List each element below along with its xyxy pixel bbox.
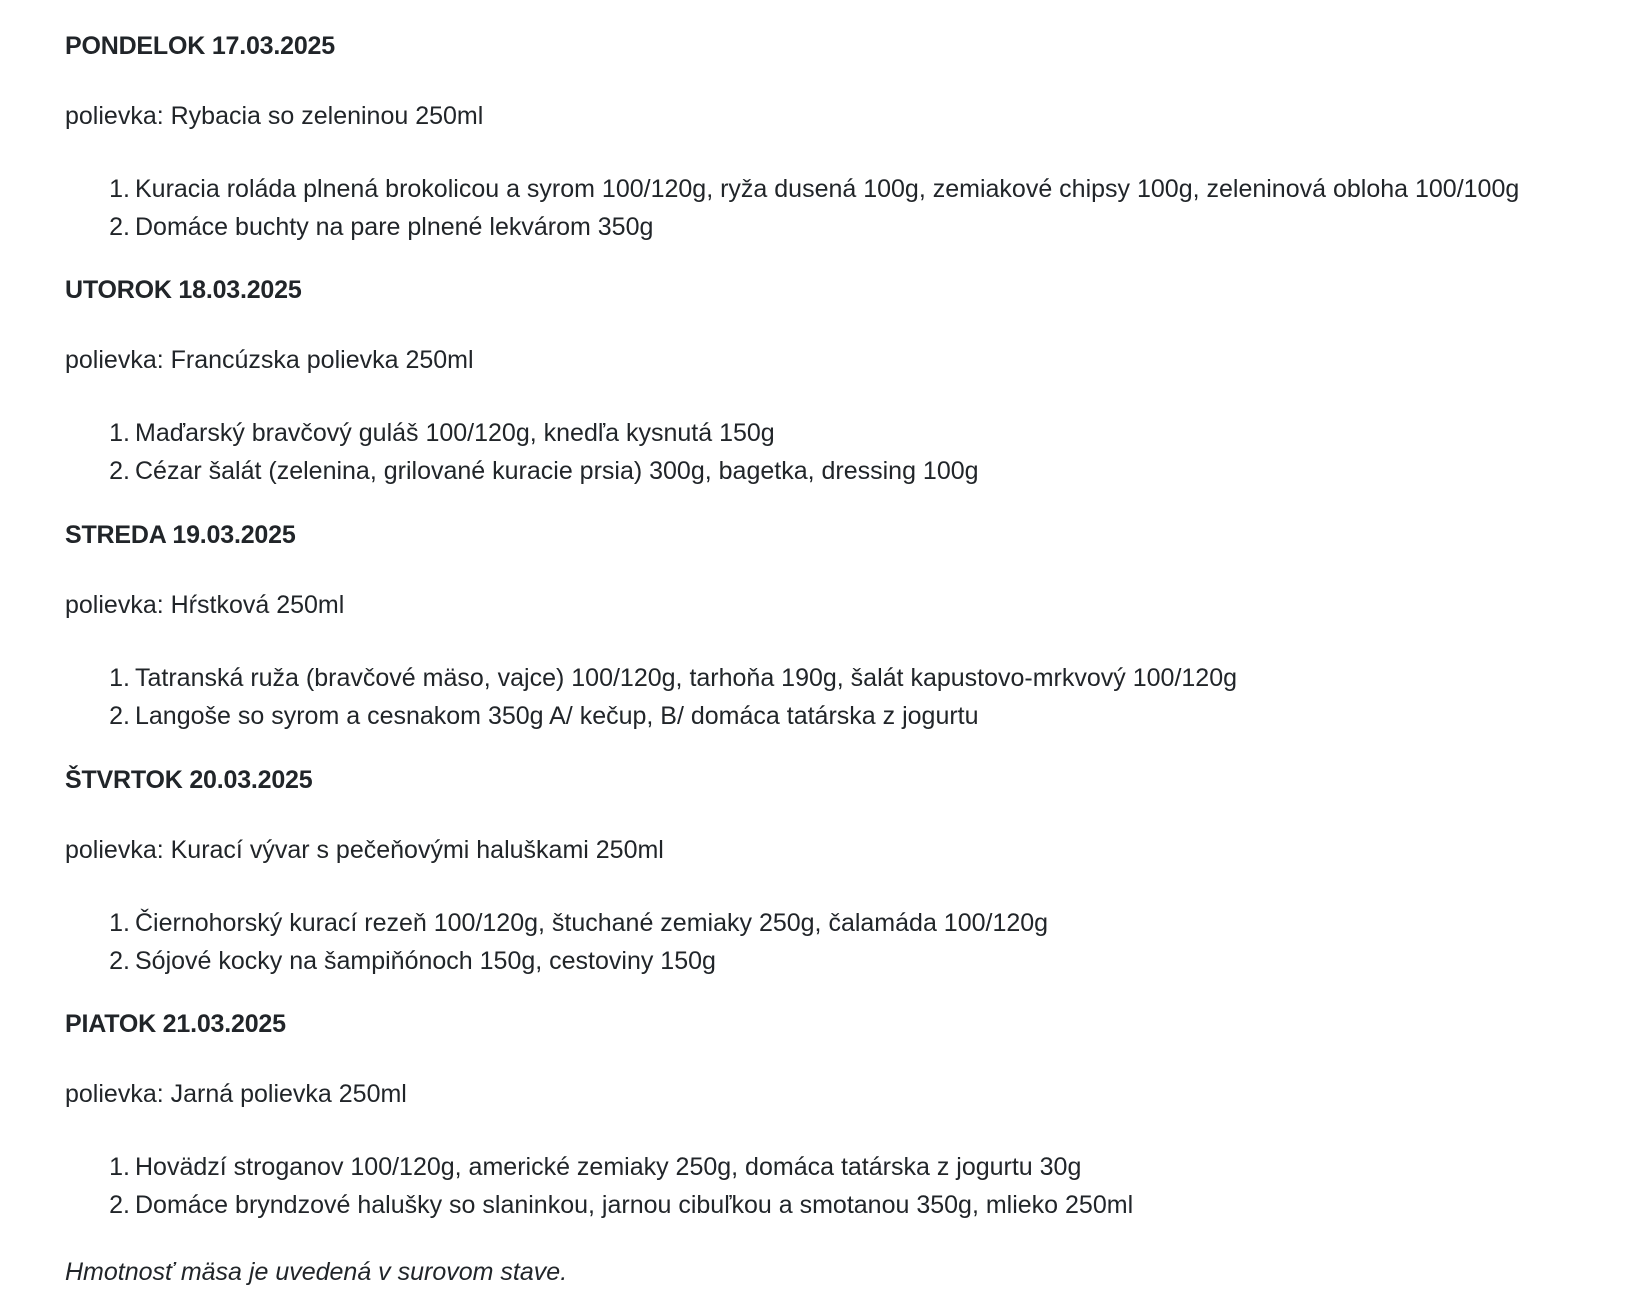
dish-number: 1. (109, 909, 130, 937)
day-heading: STREDA 19.03.2025 (65, 521, 296, 549)
soup-line: polievka: Jarná polievka 250ml (65, 1080, 407, 1108)
dish-list (65, 904, 1048, 980)
dish-item (65, 697, 1237, 735)
dish-number: 2. (109, 947, 130, 975)
dish-number: 1. (109, 664, 130, 692)
dish-text: Domáce bryndzové halušky so slaninkou, jarnou cibuľkou a smotanou 350g, mlieko 250ml (135, 1191, 1134, 1219)
dish-number: 2. (109, 213, 130, 241)
dish-list (65, 1148, 1133, 1224)
dish-item (65, 208, 1519, 246)
dish-item (65, 170, 1519, 208)
dish-item (65, 904, 1048, 942)
dish-list (65, 659, 1237, 735)
dish-item (65, 659, 1237, 697)
dish-number: 2. (109, 702, 130, 730)
dish-number: 1. (109, 175, 130, 203)
dish-item (65, 1148, 1133, 1186)
day-heading: PONDELOK 17.03.2025 (65, 32, 335, 60)
dish-item (65, 414, 979, 452)
footer-note: Hmotnosť mäsa je uvedená v surovom stave. (65, 1258, 568, 1286)
soup-line: polievka: Kurací vývar s pečeňovými haluškami 250ml (65, 836, 664, 864)
dish-number: 1. (109, 419, 130, 447)
dish-list (65, 170, 1519, 246)
dish-text: Sójové kocky na šampiňónoch 150g, cestoviny 150g (135, 947, 716, 975)
dish-number: 1. (109, 1153, 130, 1181)
day-heading: UTOROK 18.03.2025 (65, 276, 302, 304)
dish-item (65, 942, 1048, 980)
dish-item (65, 1186, 1133, 1224)
soup-line: polievka: Francúzska polievka 250ml (65, 346, 474, 374)
dish-number: 2. (109, 1191, 130, 1219)
dish-text: Langoše so syrom a cesnakom 350g A/ kečup, B/ domáca tatárska z jogurtu (135, 702, 979, 730)
dish-text: Hovädzí stroganov 100/120g, americké zemiaky 250g, domáca tatárska z jogurtu 30g (135, 1153, 1082, 1181)
dish-list (65, 414, 979, 490)
dish-text: Tatranská ruža (bravčové mäso, vajce) 100/120g, tarhoňa 190g, šalát kapustovo-mrkvový 100/120g (135, 664, 1238, 692)
dish-text: Čiernohorský kurací rezeň 100/120g, štuchané zemiaky 250g, čalamáda 100/120g (135, 909, 1049, 937)
dish-text: Domáce buchty na pare plnené lekvárom 350g (135, 213, 654, 241)
dish-number: 2. (109, 457, 130, 485)
dish-text: Cézar šalát (zelenina, grilované kuracie prsia) 300g, bagetka, dressing 100g (135, 457, 979, 485)
day-heading: PIATOK 21.03.2025 (65, 1010, 286, 1038)
dish-text: Kuracia roláda plnená brokolicou a syrom 100/120g, ryža dusená 100g, zemiakové chipsy 100g, zeleninová obloha 100/100g (135, 175, 1520, 203)
soup-line: polievka: Hŕstková 250ml (65, 591, 345, 619)
dish-text: Maďarský bravčový guláš 100/120g, knedľa kysnutá 150g (135, 419, 775, 447)
soup-line: polievka: Rybacia so zeleninou 250ml (65, 102, 484, 130)
dish-item (65, 452, 979, 490)
day-heading: ŠTVRTOK 20.03.2025 (65, 766, 313, 794)
